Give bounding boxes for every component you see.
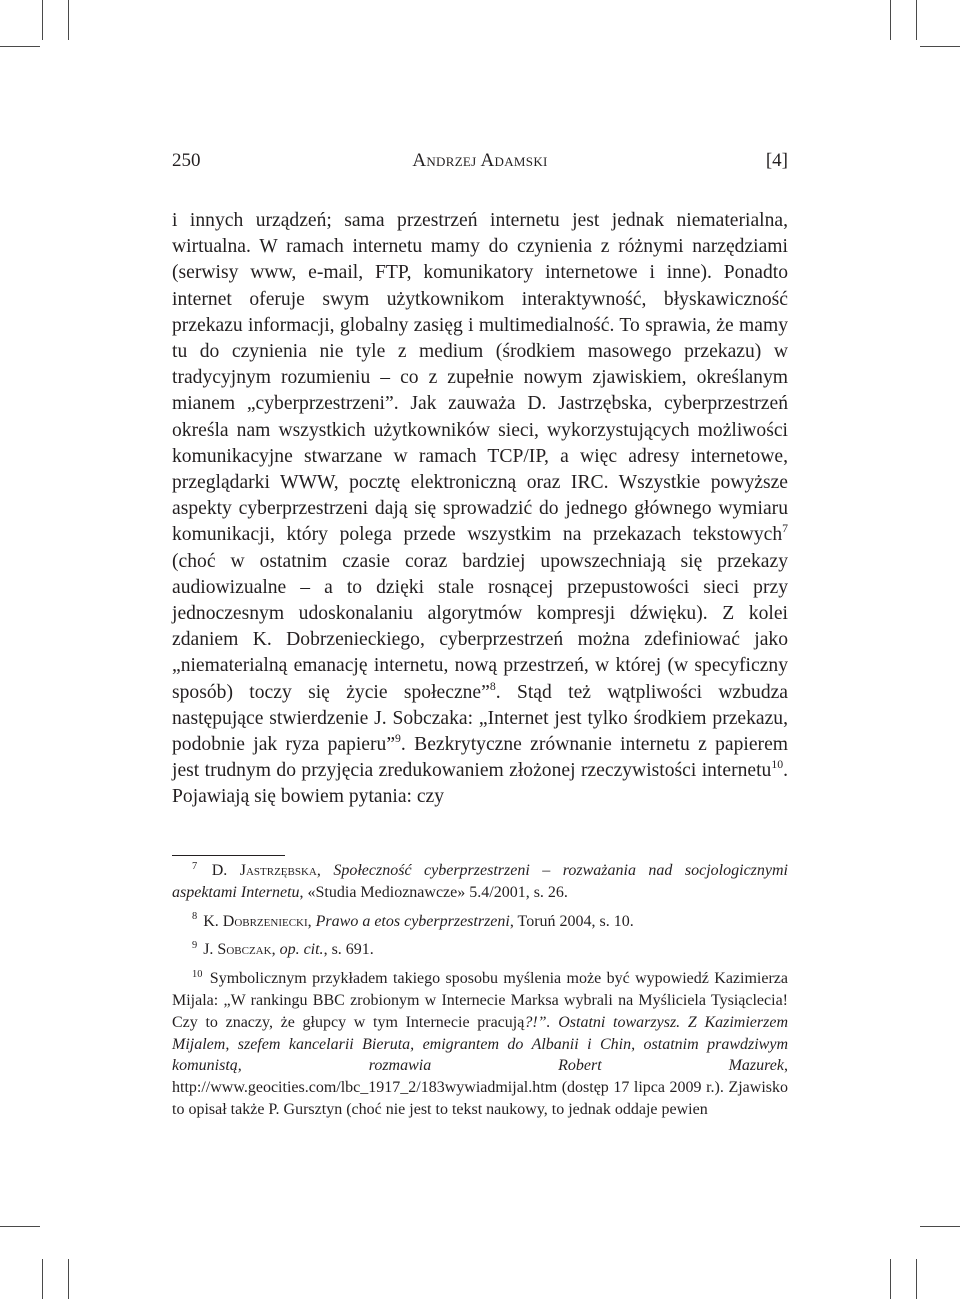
footnote-separator — [172, 855, 285, 856]
crop-mark — [920, 1226, 960, 1227]
footnote-rest: , Toruń 2004, s. 10. — [509, 912, 634, 930]
crop-mark — [68, 1259, 69, 1299]
body-text — [172, 208, 788, 811]
footnote-title: Prawo a etos cyberprzestrzeni — [315, 912, 510, 930]
crop-mark — [890, 1259, 891, 1299]
footnote-text: Symbolicznym przykładem takiego sposobu myślenia może być wypowiedź Kazimierza Mijala: „W rankingu BBC zrobionym w Internecie Marksa wybrali na Myśliciela Tysiąclecia! Czy to znaczy, że głupcy w tym Internecie pracują — [172, 970, 788, 1031]
footnote-author: J. Sobczak — [203, 941, 272, 959]
footnote-7: $^7$ D. Jastrzębska, Społeczność cyberprzestrzeni – rozważania nad socjologicznymi aspektami Internetu, «Studia Medioznawcze» 5.4/2001, s. 26. — [172, 860, 789, 901]
footnote-number: 10 — [192, 968, 203, 980]
running-header — [172, 148, 788, 174]
footnotes — [172, 860, 788, 1128]
footnote-8: $^8$ K. Dobrzeniecki, Prawo a etos cyberprzestrzeni, Toruń 2004, s. 10. — [192, 911, 634, 930]
crop-mark — [0, 46, 40, 47]
crop-mark — [890, 0, 891, 40]
crop-mark — [68, 0, 69, 40]
footnote-number: 8 — [192, 911, 198, 923]
footnote-number: 9 — [192, 940, 198, 952]
page-number: 250 — [172, 150, 201, 171]
footnote-author: K. Dobrzeniecki — [203, 912, 308, 930]
body-text-segment: i innych urządzeń; sama przestrzeń internetu jest jednak niematerialna, wirtualna. W ramach internetu mamy do czynienia z różnymi narzędziami (serwisy www, e-mail, FTP, komunikatory internetowe i inne). Ponadto internet oferuje swym użytkownikom interaktywność, błyskawiczność przekazu informacji, globalny zasięg i multimedialność. To sprawia, że mamy tu do czynienia nie tyle z medium (środkiem masowego przekazu) w tradycyjnym rozumieniu – co z zupełnie nowym zjawiskiem, określanym mianem „cyberprzestrzeni”. Jak zauważa D. Jastrzębska, cyberprzestrzeń określa nam wszystkich użytkowników sieci, wykorzystujących możliwości komunikacyjne stwarzane w ramach TCP/IP, a więc adresy internetowe, przeglądarki WWW, pocztę elektroniczną oraz IRC. Wszystkie powyższe aspekty cyberprzestrzeni dają się sprowadzić do jednego głównego wymiaru komunikacji, który polega przede wszystkim na przekazach tekstowych — [172, 210, 788, 546]
footnote-ref-10: 10 — [771, 758, 784, 772]
footnote-rest: , s. 691. — [323, 941, 374, 959]
crop-mark — [916, 1259, 917, 1299]
footnote-number: 7 — [192, 860, 198, 872]
footnote-rest: , «Studia Medioznawcze» 5.4/2001, s. 26. — [299, 883, 568, 901]
footnote-title: op. cit. — [279, 941, 324, 959]
body-text-segment: . Pojawiają się bowiem pytania: czy — [172, 760, 788, 808]
crop-mark — [0, 1226, 40, 1227]
body-paragraph — [172, 208, 788, 811]
body-text-segment: . Stąd też wątpliwości wzbudza następujące stwierdzenie J. Sobczaka: „Internet jest tylko środkiem przekazu, podobnie jak ryza papieru” — [172, 681, 789, 756]
crop-mark — [42, 1259, 43, 1299]
footnote-title: Społeczność cyberprzestrzeni – rozważania nad socjologicznymi aspektami Internetu — [172, 862, 789, 901]
body-text-segment: (choć w ostatnim czasie coraz bardziej upowszechniają się przekazy audiowizualne – a to dzięki stale rosnącej przepustowości sieci przy jednoczesnym udoskonalaniu algorytmów kompresji dźwięku). Z kolei zdaniem K. Dobrzenieckiego, cyberprzestrzeń można zdefiniować jako „niematerialną emanację internetu, nową przestrzeń, w której (w specyficzny sposób) toczy się życie społeczne” — [172, 550, 788, 703]
footnote-italic: ?!”. Ostatni towarzysz. Z Kazimierzem Mijalem, szefem kancelarii Bieruta, emigrantem do Albanii i Chin, ostatnim prawdziwym komunistą, rozmawia Robert Mazurek — [172, 1013, 789, 1075]
footnote-author: D. Jastrzębska — [211, 862, 317, 879]
crop-mark — [42, 0, 43, 40]
footnote-9: $^9$ J. Sobczak, op. cit., s. 691. — [192, 940, 374, 959]
chapter-marker: [4] — [765, 150, 788, 171]
footnote-ref-7: 7 — [782, 522, 788, 536]
crop-mark — [920, 46, 960, 47]
crop-mark — [916, 0, 917, 40]
running-head-author: Andrzej Adamski — [412, 150, 548, 171]
footnote-ref-9: 9 — [395, 731, 401, 745]
footnote-text: , http://www.geocities.com/lbc_1917_2/183wywiadmijal.htm (dostęp 17 lipca 2009 r.). Zjawisko to opisał także P. Gursztyn (choć nie jest to tekst naukowy, to jednak oddaje pewien — [172, 1057, 788, 1118]
footnote-ref-8: 8 — [489, 679, 496, 693]
body-text-segment: . Bezkrytyczne zrównanie internetu z papierem jest trudnym do przyjęcia zredukowaniem złożonej rzeczywistości internetu — [172, 734, 789, 782]
footnote-10 — [172, 968, 788, 1121]
